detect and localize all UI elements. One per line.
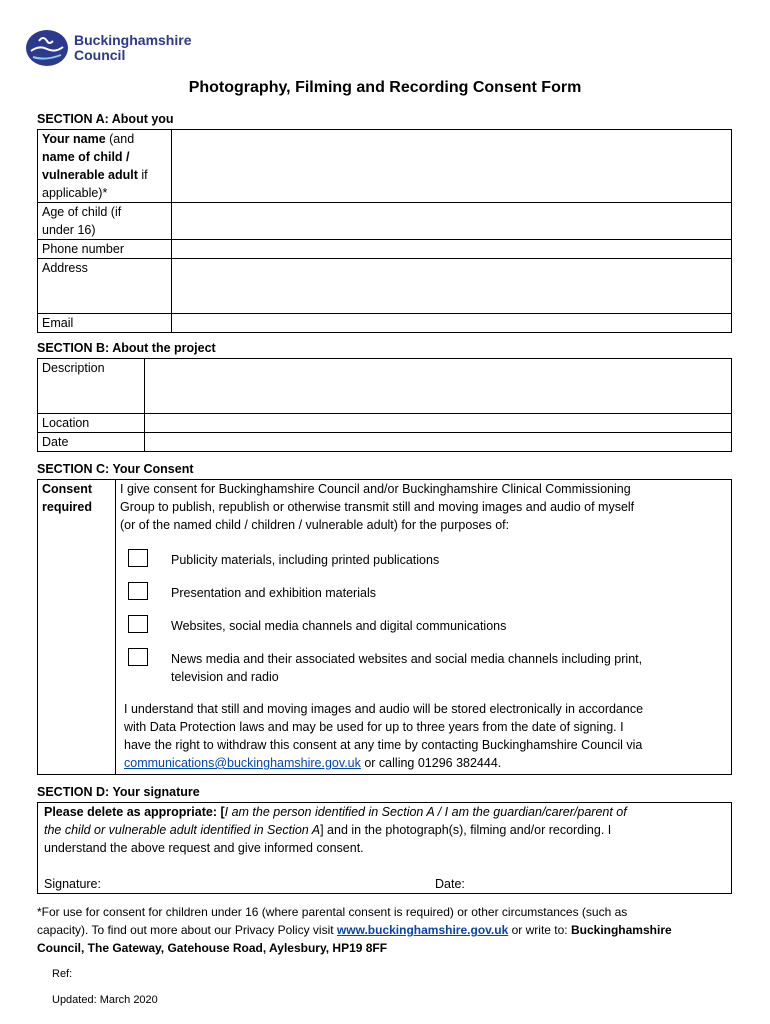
age-label-line1: Age of child (if	[42, 205, 122, 219]
consent-required-label	[38, 480, 116, 775]
consent-label-line1: Consent	[42, 482, 92, 496]
section-d-table	[37, 802, 732, 894]
age-label-line2: under 16)	[42, 223, 96, 237]
date-label: Date	[38, 433, 145, 452]
signature-date-label[interactable]: Date:	[435, 877, 465, 891]
location-label: Location	[38, 414, 145, 433]
org-name	[74, 33, 191, 63]
email-label: Email	[38, 314, 172, 333]
name-label-vulnerable: vulnerable adult	[42, 168, 138, 182]
intro-line3: (or of the named child / children / vulnerable adult) for the purposes of:	[120, 518, 510, 532]
updated-label: Updated: March 2020	[52, 994, 158, 1006]
intro-line2: Group to publish, republish or otherwise transmit still and moving images and audio of myself	[120, 500, 635, 514]
footnote-line1: *For use for consent for children under 16 (where parental consent is required) or other circumstances (such as	[37, 905, 628, 919]
section-b-heading: SECTION B: About the project	[37, 341, 216, 355]
understand-line1: I understand that still and moving images and audio will be stored electronically in accordance	[124, 702, 644, 716]
footnote-address2: Council, The Gateway, Gatehouse Road, Aylesbury, HP19 8FF	[37, 941, 388, 955]
address-field[interactable]	[172, 259, 732, 314]
email-field[interactable]	[172, 314, 732, 333]
org-name-line1: Buckinghamshire	[74, 32, 192, 48]
phone-field[interactable]	[172, 240, 732, 259]
footnote-line2b: or write to:	[508, 923, 571, 937]
location-field[interactable]	[145, 414, 732, 433]
publicity-checkbox[interactable]	[128, 549, 148, 567]
section-d-heading: SECTION D: Your signature	[37, 785, 200, 799]
signature-block	[38, 803, 732, 894]
intro-line1: I give consent for Buckinghamshire Council and/or Buckinghamshire Clinical Commissioning	[120, 482, 631, 496]
signature-label[interactable]: Signature:	[44, 877, 101, 891]
name-label	[38, 130, 172, 203]
understand-line3: have the right to withdraw this consent at any time by contacting Buckinghamshire Council via	[124, 738, 643, 752]
ref-label: Ref:	[52, 968, 73, 980]
name-label-plain: (and	[105, 132, 135, 146]
consent-label-line2: required	[42, 500, 93, 514]
org-name-line2: Council	[74, 47, 126, 63]
date-field[interactable]	[145, 433, 732, 452]
name-label-child: name of child /	[42, 150, 130, 164]
delete-instruction: Please delete as appropriate: [	[44, 805, 225, 819]
name-label-bold: Your name	[42, 132, 106, 146]
section-a-heading: SECTION A: About you	[37, 112, 174, 126]
understand-paragraph	[124, 700, 729, 772]
section-c-heading: SECTION C: Your Consent	[37, 462, 194, 476]
phone-label: Phone number	[38, 240, 172, 259]
name-label-applicable: applicable)*	[42, 186, 108, 200]
description-field[interactable]	[145, 359, 732, 414]
section-b-table	[37, 358, 732, 452]
publicity-option-label: Publicity materials, including printed publications	[171, 553, 440, 567]
section-a-table	[37, 129, 732, 333]
news-media-checkbox[interactable]	[128, 648, 148, 666]
news-media-line1: News media and their associated websites and social media channels including print,	[171, 652, 643, 666]
delete-option-text1: I am the person identified in Section A / I am the guardian/carer/parent of	[224, 805, 627, 819]
age-label	[38, 203, 172, 240]
footnote-line2a: capacity). To find out more about our Privacy Policy visit	[37, 923, 337, 937]
website-link[interactable]: www.buckinghamshire.gov.uk	[336, 923, 509, 937]
delete-option-text2: the child or vulnerable adult identified in Section A	[44, 823, 321, 837]
news-media-option-label	[171, 650, 642, 686]
informed-consent-text: understand the above request and give informed consent.	[44, 841, 364, 855]
footnote-address1: Buckinghamshire	[570, 923, 672, 937]
delete-rest-text: ] and in the photograph(s), filming and/or recording. I	[320, 823, 612, 837]
news-media-line2: television and radio	[171, 670, 279, 684]
websites-option-label: Websites, social media channels and digital communications	[171, 619, 507, 633]
presentation-option-label: Presentation and exhibition materials	[171, 586, 376, 600]
age-field[interactable]	[172, 203, 732, 240]
consent-intro	[120, 480, 727, 534]
footnote	[37, 903, 737, 957]
description-label: Description	[38, 359, 145, 414]
communications-email-link[interactable]: communications@buckinghamshire.gov.uk	[124, 756, 361, 770]
page-title: Photography, Filming and Recording Consent Form	[188, 79, 582, 96]
phone-text: or calling 01296 382444.	[360, 756, 502, 770]
understand-line2: with Data Protection laws and may be used for up to three years from the date of signing. I	[124, 720, 624, 734]
websites-checkbox[interactable]	[128, 615, 148, 633]
address-label: Address	[38, 259, 172, 314]
name-label-if: if	[137, 168, 148, 182]
presentation-checkbox[interactable]	[128, 582, 148, 600]
name-field[interactable]	[172, 130, 732, 203]
